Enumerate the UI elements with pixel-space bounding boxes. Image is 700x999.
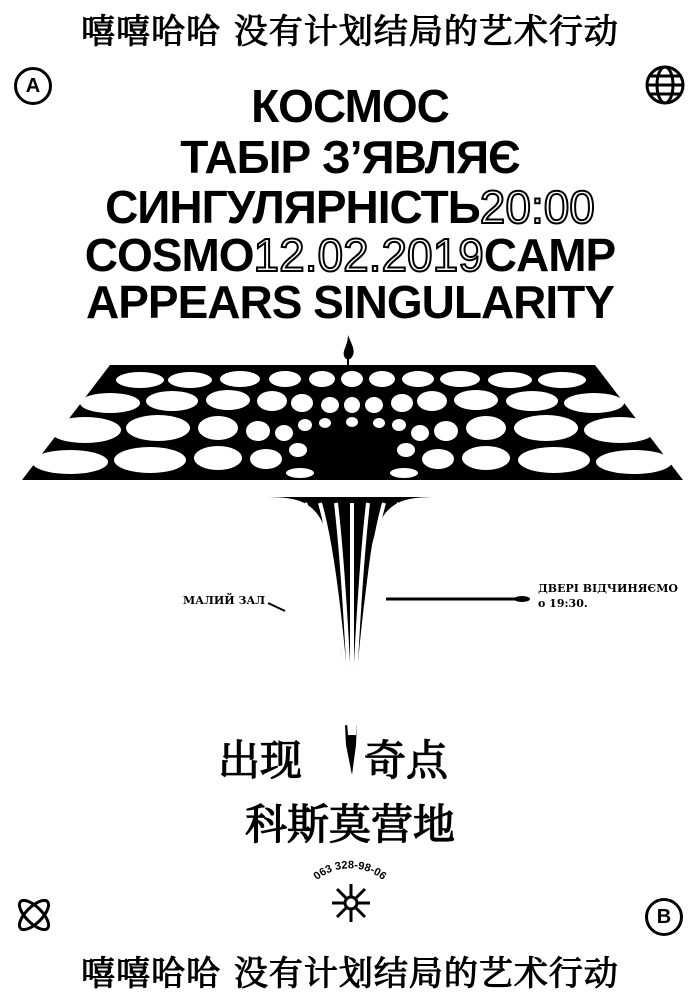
orbit-icon [12,893,56,937]
badge-a: A [14,67,52,105]
headline-line-4 [0,229,700,281]
headline-line-1: КОСМОС [251,80,449,132]
sun-burst-icon [330,882,372,924]
phone-number: 063 328-98-06 [311,859,389,883]
event-date: 12.02.2019 [253,229,484,281]
event-time: 20:00 [479,181,595,233]
doors-label-line-2: о 19:30. [538,597,588,610]
top-banner: 嘻嘻哈哈 没有计划结局的艺术行动 [81,12,619,52]
headline-line-2: ТАБІР З’ЯВЛЯЄ [180,131,520,183]
headline-singularity-ua: СИНГУЛЯРНІСТЬ [105,181,480,233]
cn-cosmo-camp: 科斯莫营地 [244,800,455,849]
headline-line-3 [0,181,700,233]
svg-text:063 328-98-06 [311,859,388,882]
badge-b: B [645,898,683,936]
headline-cosmo: COSMO [84,229,254,281]
cn-singularity: 奇点 [364,736,449,785]
bottom-banner: 嘻嘻哈哈 没有计划结局的艺术行动 [81,954,619,994]
headline-line-5: APPEARS SINGULARITY [86,276,614,328]
cn-appear: 出现 [218,736,303,785]
singularity-illustration [0,325,700,785]
headline-camp: CAMP [483,229,616,281]
hall-label: МАЛИЙ ЗАЛ [183,594,266,607]
drop-shape [344,335,354,359]
doors-label-line-1: ДВЕРІ ВІДЧИНЯЄМО [538,582,678,595]
